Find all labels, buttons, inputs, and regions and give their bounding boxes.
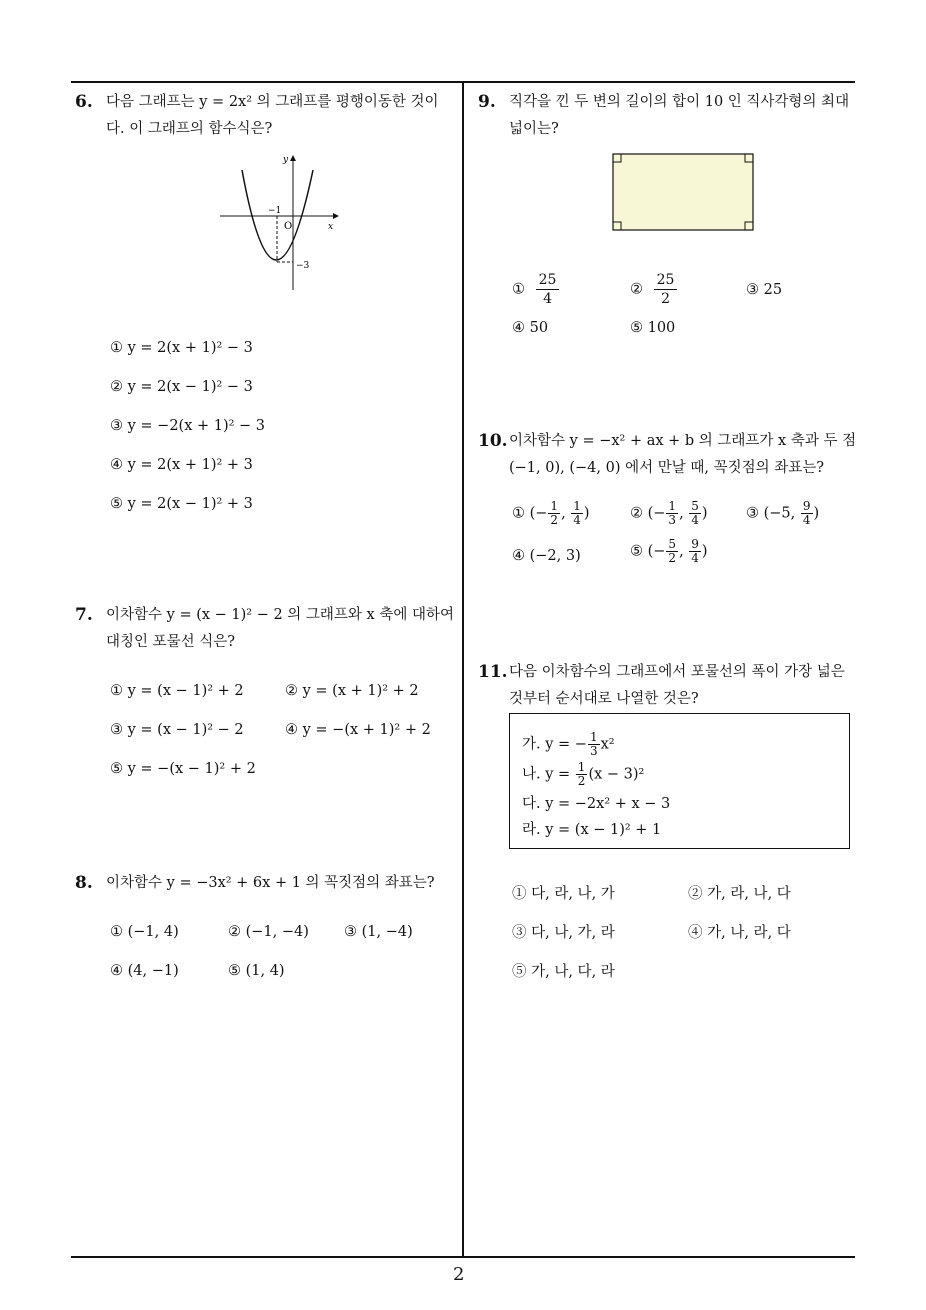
q10-option-2-prefix: ② (− xyxy=(630,505,666,522)
q9-number: 9. xyxy=(478,92,496,112)
q9-option-1-numerator: 25 xyxy=(536,271,560,290)
q9-option-1-mark: ① xyxy=(512,281,525,298)
q6-number: 6. xyxy=(75,92,93,112)
q9-option-2-fraction xyxy=(654,271,678,308)
q6-graph-x-label: x xyxy=(328,222,334,232)
q10-option-2-comma: , xyxy=(679,505,689,522)
q10-option-2-frac-y xyxy=(689,500,701,527)
q6-option-1[interactable]: ① y = 2(x + 1)² − 3 xyxy=(110,340,253,356)
q10-option-1-y-den: 4 xyxy=(573,513,581,527)
q7-option-2[interactable]: ② y = (x + 1)² + 2 xyxy=(285,683,419,699)
q11-box-row-2-fraction xyxy=(576,761,588,788)
q11-box-row-1 xyxy=(522,731,615,758)
q10-option-5-frac-y xyxy=(689,538,701,565)
q9-rectangle-figure xyxy=(612,153,754,231)
q10-option-5-x-den: 2 xyxy=(668,551,677,565)
bottom-rule xyxy=(71,1256,855,1258)
q6-option-2[interactable]: ② y = 2(x − 1)² − 3 xyxy=(110,379,253,395)
q10-option-1-prefix: ① (− xyxy=(512,505,548,522)
q8-option-3[interactable]: ③ (1, −4) xyxy=(344,924,413,940)
q11-stem-line2: 것부터 순서대로 나열한 것은? xyxy=(509,691,699,707)
q10-option-2-frac-x xyxy=(666,500,678,527)
q11-box-row-1-num: 1 xyxy=(589,730,598,744)
q10-option-1-x-num: 1 xyxy=(550,499,559,513)
q10-option-5-suffix: ) xyxy=(701,543,708,560)
q7-stem-line1: 이차함수 y = (x − 1)² − 2 의 그래프와 x 축에 대하여 xyxy=(106,607,454,623)
page-number: 2 xyxy=(453,1264,465,1285)
q10-stem-line1: 이차함수 y = −x² + ax + b 의 그래프가 x 축과 두 점 xyxy=(509,433,857,449)
q10-option-1-suffix: ) xyxy=(583,505,590,522)
q10-option-3[interactable] xyxy=(746,500,819,527)
q10-option-3-y-den: 4 xyxy=(802,513,811,527)
q9-option-5[interactable]: ⑤ 100 xyxy=(630,320,676,336)
q6-graph-tick-x: −1 xyxy=(268,206,282,216)
q9-option-2-mark: ② xyxy=(630,281,643,298)
q11-option-5[interactable]: ⑤ 가, 나, 다, 라 xyxy=(512,964,615,980)
q10-option-5-y-num: 9 xyxy=(691,537,699,551)
q6-option-4[interactable]: ④ y = 2(x + 1)² + 3 xyxy=(110,457,253,473)
q10-option-4[interactable]: ④ (−2, 3) xyxy=(512,548,581,564)
q10-option-1-y-num: 1 xyxy=(573,499,581,513)
q11-box-row-1-post: x² xyxy=(600,736,615,753)
q6-parabola-graph xyxy=(215,150,345,295)
q8-option-5[interactable]: ⑤ (1, 4) xyxy=(228,963,285,979)
q10-option-5-y-den: 4 xyxy=(691,551,699,565)
q9-option-2[interactable] xyxy=(630,271,677,308)
q10-number: 10. xyxy=(478,431,508,451)
q11-box-row-3: 다. y = −2x² + x − 3 xyxy=(522,796,671,812)
q10-option-2-suffix: ) xyxy=(701,505,708,522)
q6-option-3[interactable]: ③ y = −2(x + 1)² − 3 xyxy=(110,418,266,434)
q9-stem-line1: 직각을 낀 두 변의 길이의 합이 10 인 직사각형의 최대 xyxy=(509,94,850,110)
q10-stem-line2: (−1, 0), (−4, 0) 에서 만날 때, 꼭짓점의 좌표는? xyxy=(509,460,824,476)
q7-option-1[interactable]: ① y = (x − 1)² + 2 xyxy=(110,683,244,699)
q10-option-5[interactable] xyxy=(630,538,708,565)
q11-option-4[interactable]: ④ 가, 나, 라, 다 xyxy=(688,925,791,941)
q11-box-row-2-pre: 나. y = xyxy=(522,766,575,783)
q11-box-row-2-post: (x − 3)² xyxy=(588,766,645,783)
q10-option-3-y-num: 9 xyxy=(802,499,811,513)
q10-option-2[interactable] xyxy=(630,500,708,527)
q8-stem-line1: 이차함수 y = −3x² + 6x + 1 의 꼭짓점의 좌표는? xyxy=(106,875,435,891)
q9-option-4[interactable]: ④ 50 xyxy=(512,320,549,336)
q10-option-2-x-den: 3 xyxy=(668,513,677,527)
q7-option-3[interactable]: ③ y = (x − 1)² − 2 xyxy=(110,722,244,738)
q9-option-2-numerator: 25 xyxy=(654,271,678,290)
q9-stem-line2: 넓이는? xyxy=(509,121,559,137)
q7-option-5[interactable]: ⑤ y = −(x − 1)² + 2 xyxy=(110,761,256,777)
q10-option-2-y-den: 4 xyxy=(691,513,699,527)
q8-option-4[interactable]: ④ (4, −1) xyxy=(110,963,179,979)
q11-stem-line1: 다음 이차함수의 그래프에서 포물선의 폭이 가장 넓은 xyxy=(509,664,845,680)
q9-option-1[interactable] xyxy=(512,271,559,308)
q11-box-row-4: 라. y = (x − 1)² + 1 xyxy=(522,822,662,838)
q8-option-2[interactable]: ② (−1, −4) xyxy=(228,924,309,940)
q10-option-1-frac-y xyxy=(571,500,583,527)
q9-option-1-denominator: 4 xyxy=(543,291,552,307)
q10-option-1-comma: , xyxy=(561,505,571,522)
q11-box-row-2-num: 1 xyxy=(577,760,586,774)
q10-option-1-x-den: 2 xyxy=(550,513,559,527)
q10-option-3-suffix: ) xyxy=(813,505,820,522)
q11-number: 11. xyxy=(478,662,508,682)
q10-option-5-comma: , xyxy=(679,543,689,560)
q6-stem-line1: 다음 그래프는 y = 2x² 의 그래프를 평행이동한 것이 xyxy=(106,94,439,110)
q10-option-2-y-num: 5 xyxy=(691,499,699,513)
q11-option-1[interactable]: ① 다, 라, 나, 가 xyxy=(512,886,615,902)
q11-box-row-2 xyxy=(522,761,644,788)
q6-stem-line2: 다. 이 그래프의 함수식은? xyxy=(106,121,273,137)
q9-option-2-denominator: 2 xyxy=(661,291,670,307)
q8-number: 8. xyxy=(75,873,93,893)
q9-option-1-fraction xyxy=(536,271,560,308)
q10-option-5-prefix: ⑤ (− xyxy=(630,543,666,560)
q6-graph-origin-label: O xyxy=(284,221,293,232)
q11-option-3[interactable]: ③ 다, 나, 가, 라 xyxy=(512,925,615,941)
q7-number: 7. xyxy=(75,605,93,625)
q10-option-3-prefix: ③ (−5, xyxy=(746,505,800,522)
q10-option-5-frac-x xyxy=(666,538,678,565)
q8-option-1[interactable]: ① (−1, 4) xyxy=(110,924,179,940)
q6-option-5[interactable]: ⑤ y = 2(x − 1)² + 3 xyxy=(110,496,253,512)
q10-option-1-frac-x xyxy=(548,500,560,527)
q11-box-row-1-pre: 가. y = − xyxy=(522,736,587,753)
q10-option-1[interactable] xyxy=(512,500,590,527)
q6-graph-y-label: y xyxy=(283,155,289,165)
q11-box-row-1-den: 3 xyxy=(589,744,598,758)
q7-option-4[interactable]: ④ y = −(x + 1)² + 2 xyxy=(285,722,431,738)
q10-option-5-x-num: 5 xyxy=(668,537,677,551)
q7-stem-line2: 대칭인 포물선 식은? xyxy=(106,634,236,650)
q10-option-3-frac-y xyxy=(801,500,813,527)
q6-graph-tick-y: −3 xyxy=(296,261,310,271)
column-divider xyxy=(462,82,464,1258)
q9-option-3[interactable]: ③ 25 xyxy=(746,282,783,298)
q11-option-2[interactable]: ② 가, 라, 나, 다 xyxy=(688,886,791,902)
q10-option-2-x-num: 1 xyxy=(668,499,677,513)
q11-function-box xyxy=(509,713,850,849)
q11-box-row-1-fraction xyxy=(588,731,600,758)
q11-box-row-2-den: 2 xyxy=(577,774,586,788)
